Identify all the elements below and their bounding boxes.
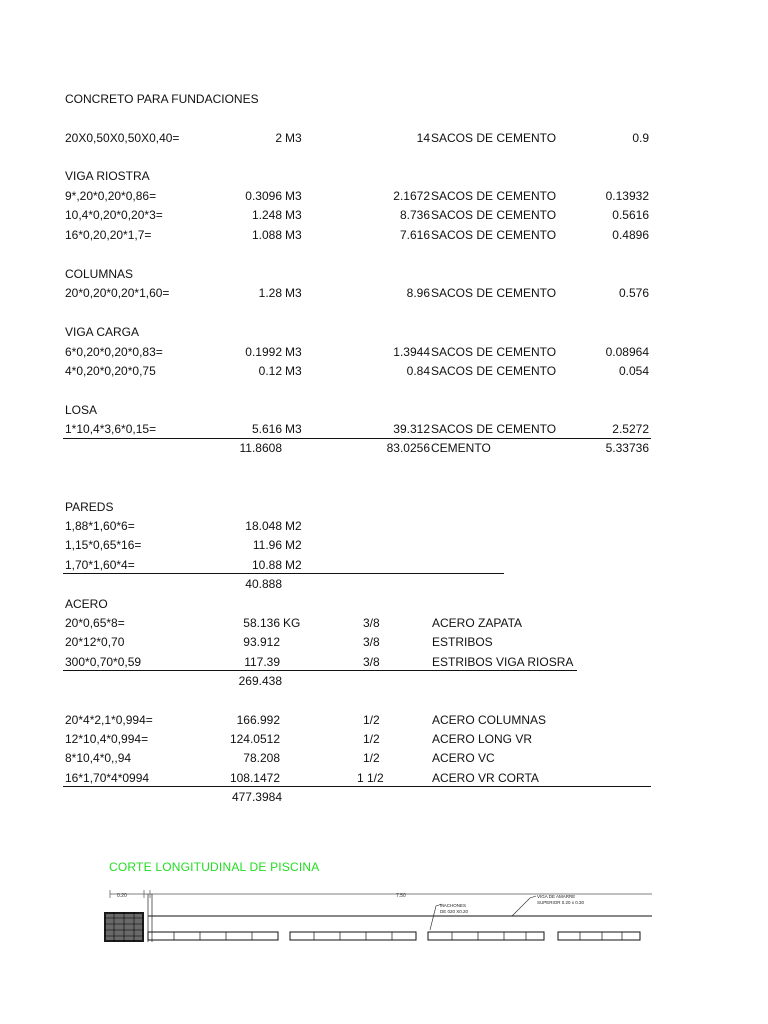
row-sacos-label: SACOS DE CEMENTO [431, 208, 557, 222]
row-value: 10.88 [251, 558, 282, 572]
row-value: 117.39 [244, 655, 280, 669]
row-description: ACERO ZAPATA [432, 616, 523, 630]
row-formula: 1*10,4*3,6*0,15= [65, 422, 157, 436]
fundacion-unit: M3 [285, 131, 302, 145]
fundacion-last: 0.9 [632, 131, 649, 145]
section-heading: VIGA CARGA [65, 325, 140, 339]
row-formula: 12*10,4*0,994= [65, 732, 149, 746]
total-divider [63, 438, 651, 439]
row-last: 0.08964 [605, 345, 649, 359]
row-formula: 6*0,20*0,20*0,83= [65, 345, 163, 359]
row-volume: 1.28 [258, 286, 282, 300]
pool-section-drawing [100, 880, 660, 950]
row-value: 93.912 [243, 635, 280, 649]
annotation-viga-line2: SUPERIOR 0.20 x 0.30 [537, 900, 585, 905]
row-unit: KG [283, 616, 301, 630]
row-last: 2.5272 [612, 422, 649, 436]
row-last: 0.054 [618, 364, 649, 378]
row-sacos-label: SACOS DE CEMENTO [431, 286, 557, 300]
row-last: 0.13932 [605, 189, 649, 203]
dimension-left-text: 0.20 [117, 893, 127, 899]
row-formula: 300*0,70*0,59 [65, 655, 142, 669]
row-description: ESTRIBOS VIGA RIOSRA [432, 655, 574, 669]
row-sacos-label: SACOS DE CEMENTO [431, 345, 557, 359]
row-unit: M2 [285, 538, 302, 552]
row-unit: M2 [285, 519, 302, 533]
annotation-machones-line2: DE 020 X0.20 [440, 909, 469, 914]
row-sacos: 8.736 [399, 208, 430, 222]
total-sacos: 83.0256 [386, 441, 430, 455]
row-sacos: 1.3944 [393, 345, 430, 359]
row-volume: 0.3096 [245, 189, 282, 203]
row-unit: M3 [285, 364, 302, 378]
row-value: 108.1472 [229, 771, 280, 785]
row-last: 0.5616 [612, 208, 649, 222]
fundacion-sacos-label: SACOS DE CEMENTO [431, 131, 557, 145]
row-sacos: 39.312 [393, 422, 430, 436]
drawing-title: CORTE LONGITUDINAL DE PISCINA [109, 860, 320, 874]
row-sacos: 7.616 [399, 228, 430, 242]
fundacion-sacos: 14 [416, 131, 430, 145]
row-formula: 8*10,4*0,,94 [65, 751, 132, 765]
row-last: 0.576 [618, 286, 649, 300]
row-unit: M3 [285, 286, 302, 300]
row-diameter: 1 1/2 [357, 771, 384, 785]
row-description: ESTRIBOS [432, 635, 493, 649]
row-formula: 16*0,20,20*1,7= [65, 228, 152, 242]
section-heading: PAREDS [65, 500, 114, 514]
row-diameter: 1/2 [363, 732, 380, 746]
section-heading: VIGA RIOSTRA [65, 169, 150, 183]
fundacion-volume: 2 [275, 131, 282, 145]
row-unit: M2 [285, 558, 302, 572]
row-sacos: 2.1672 [393, 189, 430, 203]
total-sacos-label: CEMENTO [431, 441, 491, 455]
row-unit: M3 [285, 189, 302, 203]
annotation-viga-line1: VIGA DE AMARRE [537, 894, 576, 899]
acero2-divider [63, 786, 651, 787]
page-title: CONCRETO PARA FUNDACIONES [65, 92, 259, 106]
row-formula: 20*0,65*8= [65, 616, 125, 630]
annotation-machones-line1: MACHONES [440, 903, 467, 908]
acero-divider [63, 670, 577, 671]
fundacion-formula: 20X0,50X0,50X0,40= [65, 131, 180, 145]
row-formula: 10,4*0,20*0,20*3= [65, 208, 163, 222]
row-value: 58.136 [243, 616, 280, 630]
row-formula: 20*4*2,1*0,994= [65, 713, 153, 727]
total-volume: 11.8608 [239, 441, 282, 455]
row-formula: 20*12*0,70 [65, 635, 125, 649]
paredes-total: 40.888 [245, 577, 282, 591]
row-formula: 1,88*1,60*6= [65, 519, 135, 533]
row-volume: 1.088 [251, 228, 282, 242]
acero-total: 269.438 [238, 674, 282, 688]
row-formula: 20*0,20*0,20*1,60= [65, 286, 170, 300]
row-volume: 0.1992 [245, 345, 282, 359]
row-description: ACERO VR CORTA [432, 771, 539, 785]
total-last: 5.33736 [605, 441, 649, 455]
paredes-divider [63, 573, 504, 574]
row-sacos-label: SACOS DE CEMENTO [431, 422, 557, 436]
row-sacos-label: SACOS DE CEMENTO [431, 228, 557, 242]
row-diameter: 1/2 [363, 713, 380, 727]
row-volume: 5.616 [251, 422, 282, 436]
row-diameter: 1/2 [363, 751, 380, 765]
dimension-main-text: 7.50 [396, 893, 406, 899]
row-value: 78.208 [243, 751, 280, 765]
section-heading: COLUMNAS [65, 267, 134, 281]
row-value: 166.992 [236, 713, 280, 727]
acero2-total: 477.3984 [231, 790, 282, 804]
row-last: 0.4896 [612, 228, 649, 242]
row-formula: 9*,20*0,20*0,86= [65, 189, 157, 203]
row-sacos-label: SACOS DE CEMENTO [431, 189, 557, 203]
row-volume: 1.248 [251, 208, 282, 222]
row-diameter: 3/8 [363, 635, 380, 649]
row-sacos: 0.84 [406, 364, 430, 378]
section-heading: LOSA [65, 403, 98, 417]
row-diameter: 3/8 [363, 655, 380, 669]
row-value: 18.048 [245, 519, 282, 533]
row-unit: M3 [285, 208, 302, 222]
row-formula: 1,15*0,65*16= [65, 538, 142, 552]
section-heading: ACERO [65, 597, 108, 611]
row-description: ACERO VC [432, 751, 495, 765]
row-formula: 16*1,70*4*0994 [65, 771, 150, 785]
row-unit: M3 [285, 345, 302, 359]
row-diameter: 3/8 [363, 616, 380, 630]
row-unit: M3 [285, 422, 302, 436]
row-unit: M3 [285, 228, 302, 242]
row-formula: 1,70*1,60*4= [65, 558, 135, 572]
row-value: 124.0512 [229, 732, 280, 746]
row-description: ACERO COLUMNAS [432, 713, 547, 727]
row-sacos-label: SACOS DE CEMENTO [431, 364, 557, 378]
row-sacos: 8.96 [406, 286, 430, 300]
row-volume: 0.12 [258, 364, 282, 378]
row-description: ACERO LONG VR [432, 732, 533, 746]
row-formula: 4*0,20*0,20*0,75 [65, 364, 156, 378]
row-value: 11.96 [252, 538, 282, 552]
